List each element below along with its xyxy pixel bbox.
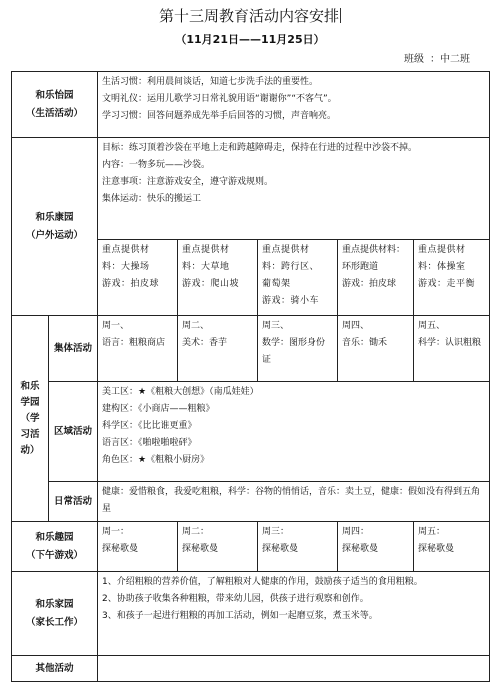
day-content: 探秘歌曼 xyxy=(418,544,455,554)
group-day-cell xyxy=(338,316,414,382)
game-day-cell xyxy=(178,522,258,572)
day-label: 周三、 xyxy=(262,321,290,331)
station-text: 游戏：走平衡 xyxy=(418,279,476,289)
home-content xyxy=(98,572,490,656)
class-label: 班级 xyxy=(404,54,424,65)
section-home-sub: （家长工作） xyxy=(26,616,84,628)
outdoor-line: 集体运动：快乐的搬运工 xyxy=(102,194,202,204)
outdoor-content xyxy=(98,138,490,240)
section-home xyxy=(12,572,98,656)
day-content: 探秘歌曼 xyxy=(262,544,299,554)
section-study: 和乐学园（学习活动） xyxy=(12,316,49,522)
day-label: 周二、 xyxy=(182,321,210,331)
game-day-cell xyxy=(338,522,414,572)
day-content: 美术：香芋 xyxy=(182,338,228,348)
home-line: 1、介绍粗粮的营养价值，了解粗粮对人健康的作用，鼓励孩子适当的食用粗粮。 xyxy=(102,577,423,587)
group-day-cell xyxy=(98,316,178,382)
text-cursor xyxy=(340,8,341,23)
row-home xyxy=(12,572,490,656)
group-day-cell xyxy=(258,316,338,382)
study-daily-label: 日常活动 xyxy=(49,482,98,522)
station-cell xyxy=(98,240,178,316)
life-line: 生活习惯：利用晨间谈话，知道七步洗手法的重要性。 xyxy=(102,77,319,87)
section-game-name: 和乐趣园 xyxy=(35,531,74,543)
station-text: 葡萄架 xyxy=(262,279,291,289)
row-life xyxy=(12,72,490,138)
station-cell xyxy=(258,240,338,316)
day-label: 周四： xyxy=(342,527,370,537)
day-label: 周五、 xyxy=(418,321,446,331)
station-text: 重点提供材料：环形跑道 xyxy=(342,245,406,272)
study-area-label: 区域活动 xyxy=(49,382,98,482)
row-study-area xyxy=(12,382,490,482)
area-line: 科学区：《比比谁更重》 xyxy=(102,421,197,431)
day-content: 音乐：锄禾 xyxy=(342,338,388,348)
station-text: 游戏：爬山坡 xyxy=(182,279,240,289)
station-text: 游戏：骑小车 xyxy=(262,296,320,306)
day-content: 数学：图形身份证 xyxy=(262,338,326,365)
day-content: 科学：认识粗粮 xyxy=(418,338,482,348)
station-text: 重点提供材 xyxy=(182,245,230,255)
area-content xyxy=(98,382,490,482)
station-text: 重点提供材 xyxy=(418,245,466,255)
schedule-table xyxy=(11,71,490,682)
area-line: 角色区：★《粗粮小厨房》 xyxy=(102,455,210,465)
station-text: 游戏：拍皮球 xyxy=(102,279,160,289)
area-line: 语言区：《啪啦啪啦砰》 xyxy=(102,438,197,448)
life-line: 学习习惯：回答问题养成先举手后回答的习惯，声音响亮。 xyxy=(102,111,337,121)
other-content xyxy=(98,656,490,682)
section-life-sub: （生活活动） xyxy=(26,107,84,119)
day-content: 探秘歌曼 xyxy=(182,544,219,554)
study-group-label: 集体活动 xyxy=(49,316,98,382)
station-text: 重点提供材 xyxy=(102,245,150,255)
group-day-cell xyxy=(178,316,258,382)
day-content: 语言：粗粮商店 xyxy=(102,338,166,348)
area-line: 美工区：★《粗粮大创想》（南瓜娃娃） xyxy=(102,387,259,397)
class-value: ：中二班 xyxy=(430,54,470,65)
section-outdoor-sub: （户外运动） xyxy=(26,229,84,241)
day-label: 周一： xyxy=(102,527,130,537)
row-study-group xyxy=(12,316,490,382)
game-day-cell xyxy=(414,522,490,572)
date-range: （11月21日——11月25日） xyxy=(175,33,325,46)
life-content xyxy=(98,72,490,138)
section-life xyxy=(12,72,98,138)
area-line: 建构区：《小商店——粗粮》 xyxy=(102,404,215,414)
home-line: 3、和孩子一起进行粗粮的再加工活动，例如一起磨豆浆，煮玉米等。 xyxy=(102,611,378,621)
station-text: 料：跨行区、 xyxy=(262,262,320,272)
section-other: 其他活动 xyxy=(12,656,98,682)
station-text: 料：大操场 xyxy=(102,262,150,272)
title-text: 第十三周教育活动内容安排 xyxy=(158,7,339,25)
home-line: 2、协助孩子收集各种粗粮，带来幼儿园，供孩子进行观察和创作。 xyxy=(102,594,369,604)
day-label: 周三： xyxy=(262,527,290,537)
game-day-cell xyxy=(98,522,178,572)
station-text: 游戏：拍皮球 xyxy=(342,279,397,289)
station-text: 料：大草地 xyxy=(182,262,230,272)
day-label: 周二： xyxy=(182,527,210,537)
outdoor-line: 目标：练习顶着沙袋在平地上走和跨越障碍走，保持在行进的过程中沙袋不掉。 xyxy=(102,143,418,153)
station-cell xyxy=(338,240,414,316)
section-outdoor xyxy=(12,138,98,316)
outdoor-line: 内容：一物多玩——沙袋。 xyxy=(102,160,211,170)
day-content: 探秘歌曼 xyxy=(102,544,139,554)
day-label: 周五： xyxy=(418,527,446,537)
row-game xyxy=(12,522,490,572)
life-line: 文明礼仪：运用儿歌学习日常礼貌用语“谢谢你”“不客气”。 xyxy=(102,94,337,104)
section-home-name: 和乐家园 xyxy=(35,598,74,610)
station-cell xyxy=(178,240,258,316)
game-day-cell xyxy=(258,522,338,572)
day-content: 探秘歌曼 xyxy=(342,544,379,554)
section-outdoor-name: 和乐康园 xyxy=(35,211,74,223)
outdoor-line: 注意事项：注意游戏安全，遵守游戏规则。 xyxy=(102,177,274,187)
page-title xyxy=(0,6,500,26)
daily-content: 健康：爱惜粮食，我爱吃粗粮，科学：谷物的悄悄话，音乐：卖土豆，健康：假如没有得到五角星 xyxy=(98,482,490,522)
day-label: 周一、 xyxy=(102,321,130,331)
row-study-daily xyxy=(12,482,490,522)
section-game-sub: （下午游戏） xyxy=(26,549,84,561)
station-text: 料：体操室 xyxy=(418,262,466,272)
group-day-cell xyxy=(414,316,490,382)
row-other xyxy=(12,656,490,682)
class-info xyxy=(398,53,470,67)
row-outdoor xyxy=(12,138,490,240)
day-label: 周四、 xyxy=(342,321,370,331)
station-text: 重点提供材 xyxy=(262,245,310,255)
station-cell xyxy=(414,240,490,316)
section-life-name: 和乐怡园 xyxy=(35,89,74,101)
section-game xyxy=(12,522,98,572)
